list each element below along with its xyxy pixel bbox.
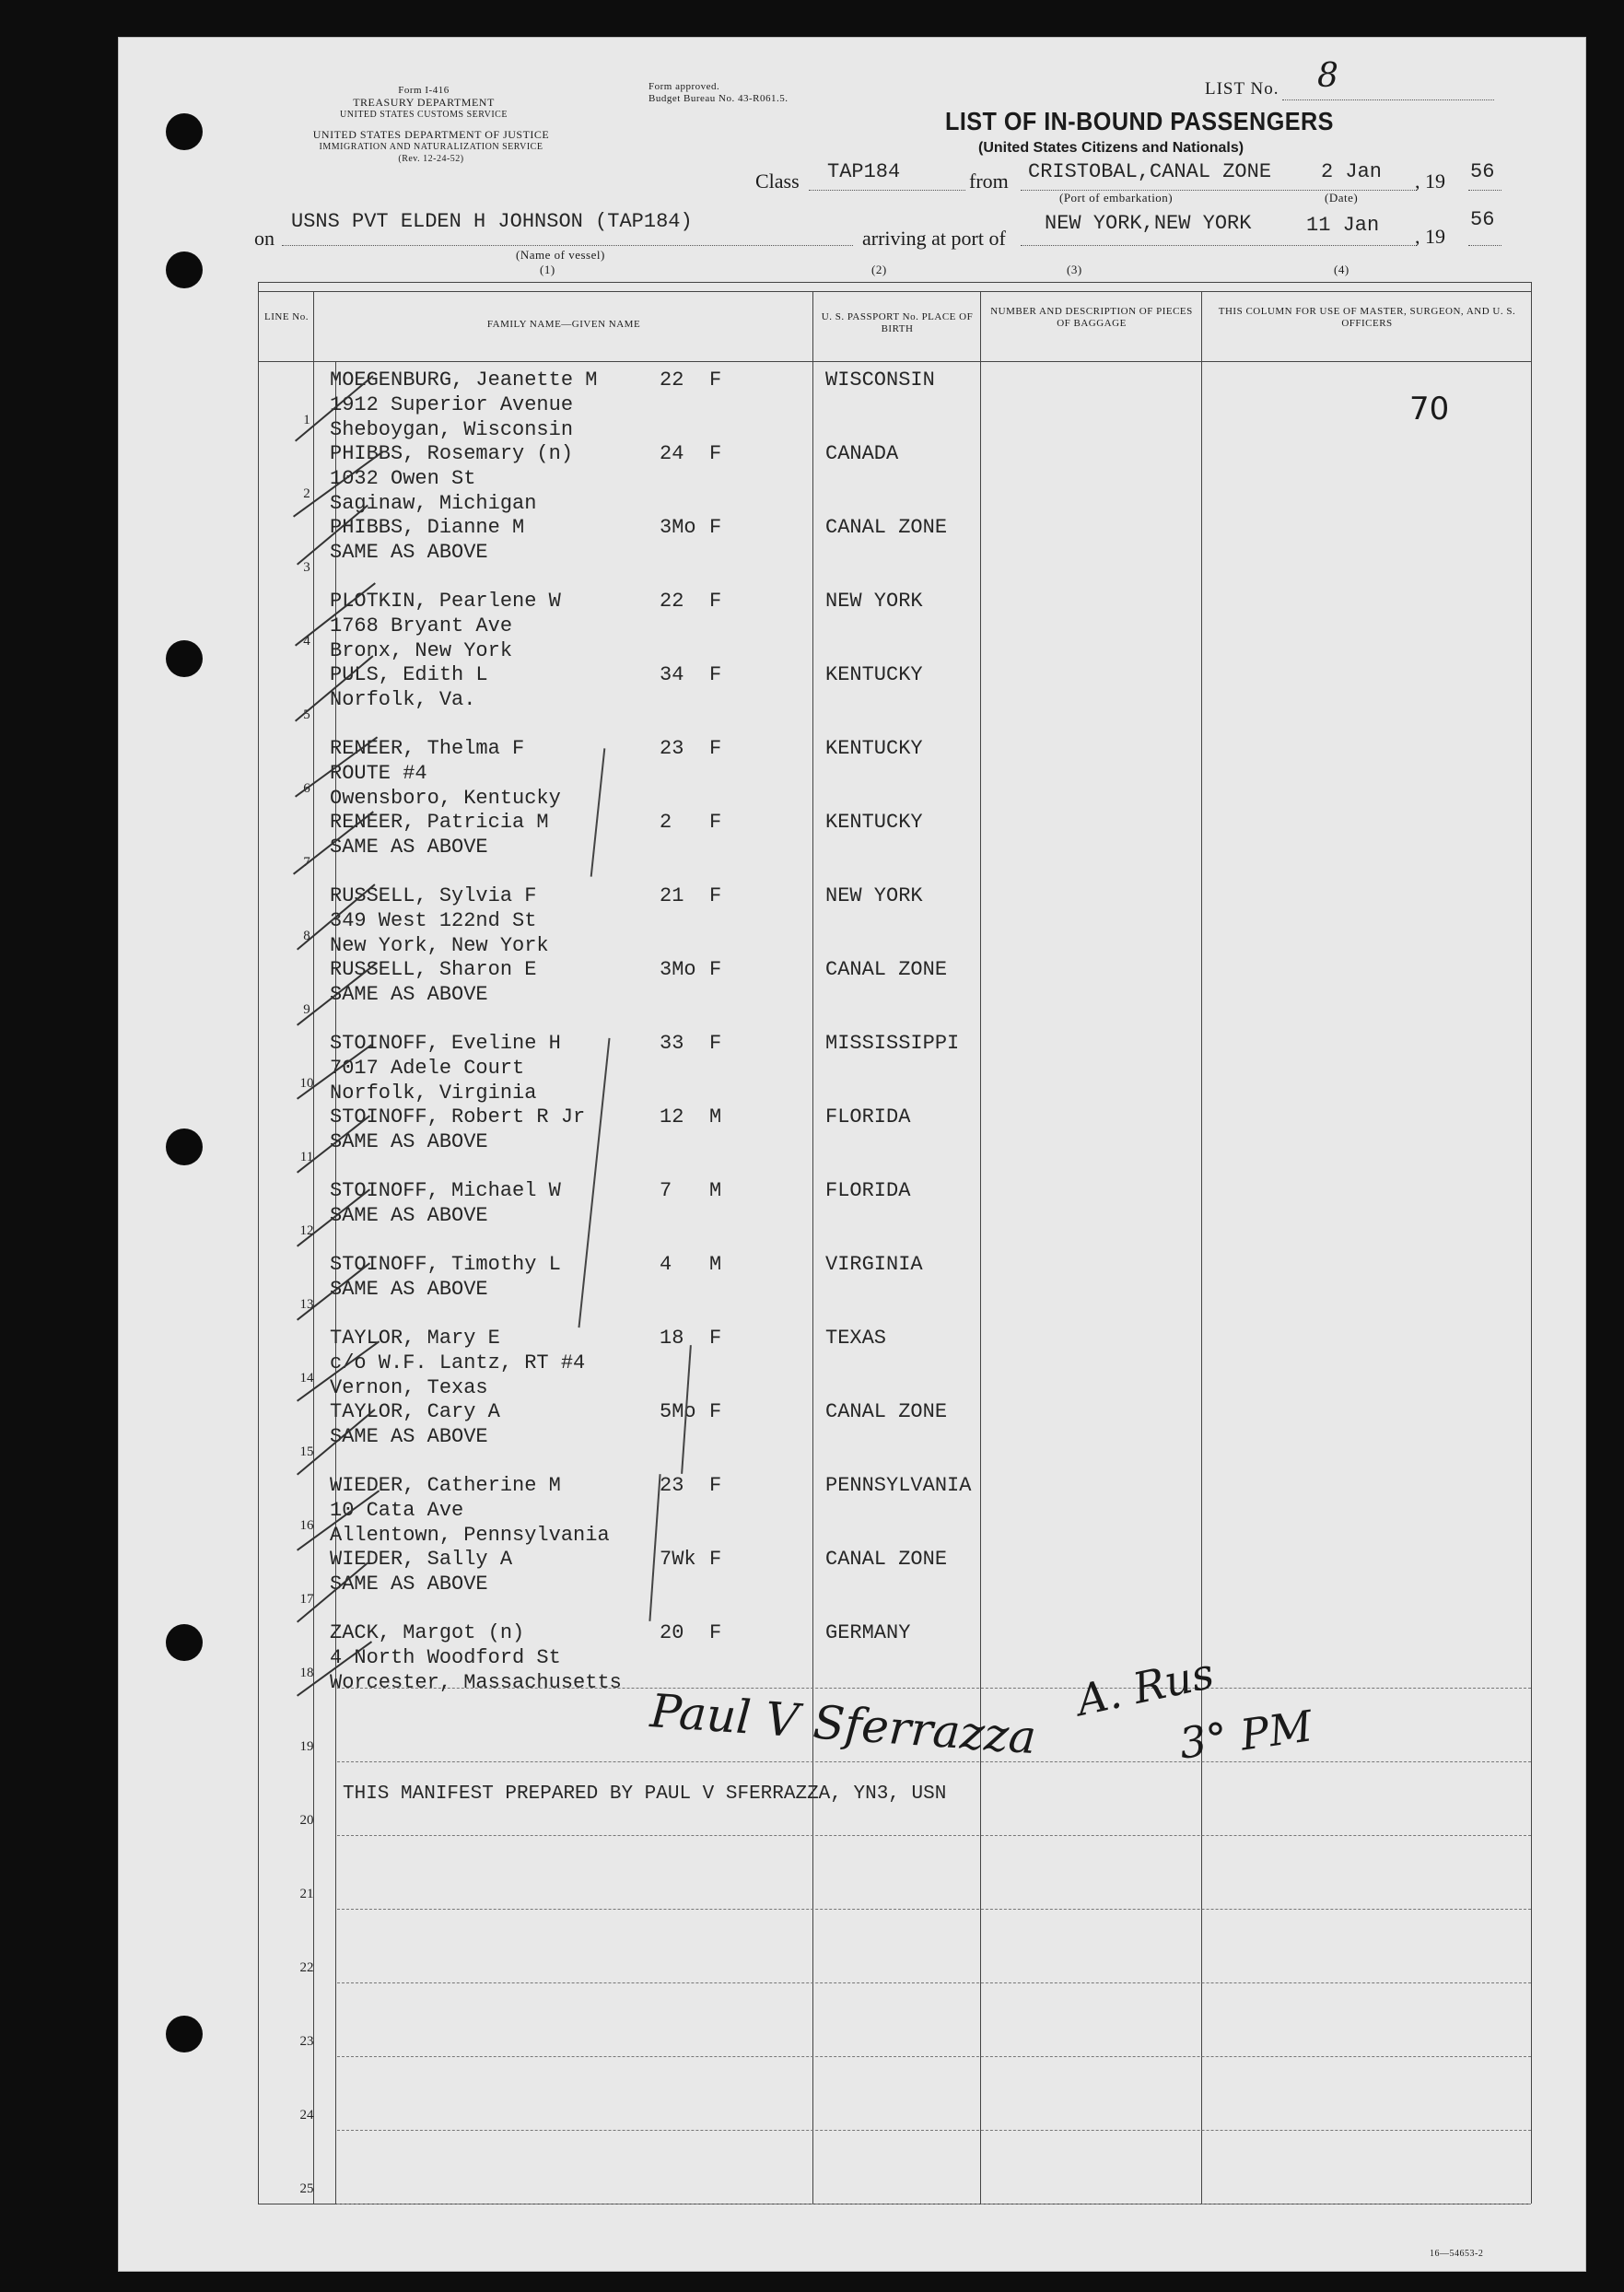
passenger-address: SAME AS ABOVE (330, 1204, 488, 1227)
row-rule (337, 1982, 1531, 1983)
passenger-name: PULS, Edith L (330, 663, 488, 686)
passenger-name: PLOTKIN, Pearlene W (330, 590, 561, 613)
passenger-sex: F (709, 737, 722, 760)
arrival-year: 56 (1470, 208, 1495, 231)
passenger-address: Allentown, Pennsylvania (330, 1524, 610, 1547)
passenger-age: 12 (660, 1105, 684, 1128)
col-header-line-no: LINE No. (264, 311, 309, 322)
time-note: 3° PM (1175, 1701, 1316, 1769)
passenger-name: PHIBBS, Dianne M (330, 516, 525, 539)
passenger-sex: F (709, 590, 722, 613)
line-number: 6 (303, 781, 310, 796)
passenger-sex: M (709, 1253, 722, 1276)
passenger-address: SAME AS ABOVE (330, 1425, 488, 1448)
row-rule (337, 2130, 1531, 2131)
passenger-sex: F (709, 516, 722, 539)
passenger-address: 4 North Woodford St (330, 1646, 561, 1669)
row-rule (337, 1761, 1531, 1762)
passenger-address: 1032 Owen St (330, 467, 476, 490)
line-number: 20 (299, 1813, 314, 1828)
passenger-age: 23 (660, 1474, 684, 1497)
punch-hole (166, 1624, 203, 1661)
punch-hole (166, 1128, 203, 1165)
place-of-birth: MISSISSIPPI (825, 1032, 960, 1055)
place-of-birth: CANAL ZONE (825, 516, 948, 539)
passenger-age: 20 (660, 1621, 684, 1644)
place-of-birth: CANADA (825, 442, 899, 465)
passenger-address: Norfolk, Va. (330, 688, 476, 711)
vessel-name: USNS PVT ELDEN H JOHNSON (TAP184) (291, 210, 693, 233)
vessel-caption: (Name of vessel) (516, 248, 605, 262)
place-of-birth: PENNSYLVANIA (825, 1474, 972, 1497)
passenger-address: 1912 Superior Avenue (330, 393, 574, 416)
handwritten-signature: Paul V Sferrazza (648, 1684, 1038, 1765)
passenger-name: TAYLOR, Cary A (330, 1400, 500, 1423)
passenger-sex: F (709, 811, 722, 834)
passenger-address: Bronx, New York (330, 639, 513, 662)
passenger-age: 24 (660, 442, 684, 465)
arrival-date: 11 Jan (1306, 214, 1380, 237)
col-header-baggage: NUMBER AND DESCRIPTION OF PIECES OF BAGGAGE (990, 306, 1193, 329)
passenger-age: 22 (660, 590, 684, 613)
line-number: 2 (303, 486, 310, 501)
line-number: 21 (299, 1887, 314, 1901)
passenger-age: 3Mo (660, 516, 696, 539)
line-number: 12 (299, 1223, 314, 1238)
place-of-birth: CANAL ZONE (825, 958, 948, 981)
passenger-age: 7Wk (660, 1548, 696, 1571)
passenger-address: Saginaw, Michigan (330, 492, 537, 515)
passenger-age: 18 (660, 1327, 684, 1350)
place-of-birth: GERMANY (825, 1621, 911, 1644)
passenger-name: TAYLOR, Mary E (330, 1327, 500, 1350)
line-number: 16 (299, 1518, 314, 1533)
line-number: 5 (303, 707, 310, 722)
class-label: Class (755, 170, 800, 193)
passenger-sex: F (709, 368, 722, 392)
place-of-birth: CANAL ZONE (825, 1548, 948, 1571)
from-label: from (969, 170, 1009, 193)
place-of-birth: FLORIDA (825, 1105, 911, 1128)
passenger-sex: F (709, 442, 722, 465)
line-number: 18 (299, 1666, 314, 1680)
line-number: 25 (299, 2181, 314, 2196)
col-header-name: FAMILY NAME—GIVEN NAME (486, 319, 641, 330)
row-rule (337, 2056, 1531, 2057)
passenger-sex: F (709, 1032, 722, 1055)
passenger-name: WIEDER, Sally A (330, 1548, 513, 1571)
line-number: 7 (303, 855, 310, 870)
passenger-address: New York, New York (330, 934, 549, 957)
line-number: 8 (303, 929, 310, 943)
budget-approval: Form approved. Budget Bureau No. 43-R061.5. (648, 81, 789, 104)
row-rule (337, 1909, 1531, 1910)
passenger-address: ROUTE #4 (330, 762, 427, 785)
passenger-sex: F (709, 1327, 722, 1350)
line-number: 10 (299, 1076, 314, 1091)
page-subtitle: (United States Citizens and Nationals) (978, 140, 1244, 156)
col-header-passport: U. S. PASSPORT No. PLACE OF BIRTH (821, 311, 974, 334)
passenger-name: STOINOFF, Michael W (330, 1179, 561, 1202)
prepared-by-note: THIS MANIFEST PREPARED BY PAUL V SFERRAZZA, YN3, USN (343, 1783, 947, 1805)
list-no-label: LIST No. (1205, 79, 1279, 99)
place-of-birth: KENTUCKY (825, 811, 923, 834)
column-number: (4) (1334, 263, 1349, 276)
column-number: (3) (1067, 263, 1082, 276)
passenger-address: Vernon, Texas (330, 1376, 488, 1399)
passenger-address: SAME AS ABOVE (330, 1573, 488, 1596)
passenger-age: 3Mo (660, 958, 696, 981)
line-number: 3 (303, 560, 310, 575)
passenger-age: 21 (660, 884, 684, 907)
column-number: (2) (871, 263, 887, 276)
officer-initials: A. Rus (1072, 1647, 1219, 1726)
passenger-name: STOINOFF, Eveline H (330, 1032, 561, 1055)
embarkation-port: CRISTOBAL,CANAL ZONE (1028, 160, 1272, 183)
line-number: 13 (299, 1297, 314, 1312)
passenger-age: 7 (660, 1179, 672, 1202)
passenger-sex: F (709, 884, 722, 907)
passenger-address: SAME AS ABOVE (330, 836, 488, 859)
punch-hole (166, 640, 203, 677)
embarkation-year: 56 (1470, 160, 1495, 183)
line-number: 23 (299, 2034, 314, 2049)
passenger-sex: M (709, 1105, 722, 1128)
year-prefix: , 19 (1415, 170, 1445, 193)
line-number: 22 (299, 1960, 314, 1975)
date-caption: (Date) (1325, 191, 1359, 205)
place-of-birth: NEW YORK (825, 590, 923, 613)
passenger-address: SAME AS ABOVE (330, 1278, 488, 1301)
passenger-sex: F (709, 663, 722, 686)
passenger-name: RENEER, Thelma F (330, 737, 525, 760)
passenger-name: MOEGENBURG, Jeanette M (330, 368, 598, 392)
line-number: 9 (303, 1002, 310, 1017)
place-of-birth: TEXAS (825, 1327, 887, 1350)
passenger-address: Owensboro, Kentucky (330, 787, 561, 810)
line-number: 1 (303, 413, 310, 427)
passenger-age: 22 (660, 368, 684, 392)
passenger-address: 1768 Bryant Ave (330, 614, 513, 637)
page-title: LIST OF IN-BOUND PASSENGERS (945, 107, 1334, 135)
department-info: UNITED STATES DEPARTMENT OF JUSTICE IMMIGRATION AND NATURALIZATION SERVICE (Rev. 12-24-52) (312, 128, 550, 164)
line-number: 11 (299, 1150, 314, 1164)
embarkation-caption: (Port of embarkation) (1059, 191, 1174, 205)
passenger-address: 7017 Adele Court (330, 1057, 525, 1080)
passenger-name: ZACK, Margot (n) (330, 1621, 525, 1644)
passenger-age: 33 (660, 1032, 684, 1055)
passenger-name: RENEER, Patricia M (330, 811, 549, 834)
class-value: TAP184 (827, 160, 901, 183)
line-number: 15 (299, 1444, 314, 1459)
list-no-value: 8 (1317, 57, 1338, 95)
passenger-address: 349 West 122nd St (330, 909, 537, 932)
form-info: Form I-416 TREASURY DEPARTMENT UNITED STATES CUSTOMS SERVICE (340, 85, 508, 120)
passenger-age: 34 (660, 663, 684, 686)
passenger-sex: F (709, 1621, 722, 1644)
officer-note: 70 (1409, 391, 1450, 427)
place-of-birth: NEW YORK (825, 884, 923, 907)
passenger-address: Sheboygan, Wisconsin (330, 418, 574, 441)
place-of-birth: WISCONSIN (825, 368, 935, 392)
passenger-sex: M (709, 1179, 722, 1202)
passenger-age: 23 (660, 737, 684, 760)
row-rule (337, 1835, 1531, 1836)
passenger-age: 2 (660, 811, 672, 834)
footer-code: 16—54653-2 (1430, 2249, 1484, 2259)
passenger-sex: F (709, 1400, 722, 1423)
passenger-sex: F (709, 1474, 722, 1497)
on-label: on (254, 227, 275, 250)
place-of-birth: KENTUCKY (825, 663, 923, 686)
punch-hole (166, 113, 203, 150)
place-of-birth: VIRGINIA (825, 1253, 923, 1276)
passenger-name: WIEDER, Catherine M (330, 1474, 561, 1497)
punch-hole (166, 251, 203, 288)
passenger-name: PHIBBS, Rosemary (n) (330, 442, 574, 465)
passenger-sex: F (709, 1548, 722, 1571)
column-number: (1) (540, 263, 555, 276)
arriving-label: arriving at port of (862, 227, 1006, 250)
passenger-address: SAME AS ABOVE (330, 983, 488, 1006)
embarkation-date: 2 Jan (1321, 160, 1383, 183)
passenger-sex: F (709, 958, 722, 981)
arrival-port: NEW YORK,NEW YORK (1045, 212, 1252, 235)
passenger-age: 4 (660, 1253, 672, 1276)
place-of-birth: FLORIDA (825, 1179, 911, 1202)
passenger-address: 10 Cata Ave (330, 1499, 464, 1522)
col-header-officers: THIS COLUMN FOR USE OF MASTER, SURGEON, AND U. S. OFFICERS (1218, 306, 1516, 329)
punch-hole (166, 2016, 203, 2052)
place-of-birth: CANAL ZONE (825, 1400, 948, 1423)
year-prefix-2: , 19 (1415, 225, 1445, 248)
place-of-birth: KENTUCKY (825, 737, 923, 760)
passenger-name: RUSSELL, Sylvia F (330, 884, 537, 907)
line-number: 14 (299, 1371, 314, 1386)
line-number: 17 (299, 1592, 314, 1607)
line-number: 24 (299, 2108, 314, 2122)
passenger-name: STOINOFF, Timothy L (330, 1253, 561, 1276)
passenger-address: SAME AS ABOVE (330, 1130, 488, 1153)
passenger-name: STOINOFF, Robert R Jr (330, 1105, 586, 1128)
passenger-age: 5Mo (660, 1400, 696, 1423)
passenger-address: Norfolk, Virginia (330, 1082, 537, 1105)
passenger-address: Worcester, Massachusetts (330, 1671, 622, 1694)
line-number: 4 (303, 634, 310, 649)
line-number: 19 (299, 1739, 314, 1754)
passenger-address: c/o W.F. Lantz, RT #4 (330, 1351, 586, 1374)
passenger-address: SAME AS ABOVE (330, 541, 488, 564)
passenger-name: RUSSELL, Sharon E (330, 958, 537, 981)
